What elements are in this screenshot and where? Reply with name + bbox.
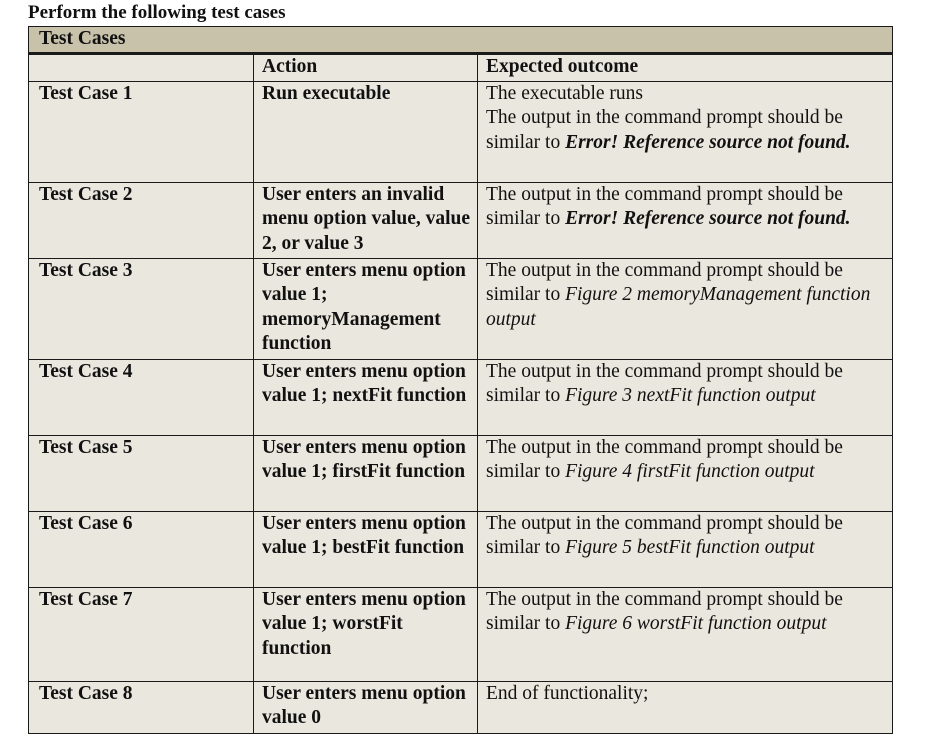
test-case-label: Test Case 7 — [29, 587, 254, 681]
test-case-expected-outcome — [478, 182, 893, 258]
table-header-row — [29, 53, 893, 81]
test-cases-table — [28, 26, 893, 734]
page-heading: Perform the following test cases — [28, 2, 286, 23]
test-case-label: Test Case 8 — [29, 681, 254, 733]
table-row — [29, 511, 893, 587]
test-case-expected-outcome — [478, 359, 893, 435]
outcome-lead-text: The output in the command prompt should be similar to — [486, 107, 843, 153]
table-title: Test Cases — [29, 27, 893, 54]
test-case-label: Test Case 1 — [29, 81, 254, 182]
header-empty-cell — [29, 53, 254, 81]
test-case-expected-outcome — [478, 681, 893, 733]
table-title-row — [29, 27, 893, 54]
test-case-action: User enters an invalid menu option value, value 2, or value 3 — [254, 182, 478, 258]
outcome-lead-text: The output in the command prompt should be similar to — [486, 259, 843, 305]
header-action: Action — [254, 53, 478, 81]
reference-error-text: Error! Reference source not found. — [565, 208, 851, 229]
header-expected-outcome: Expected outcome — [478, 53, 893, 81]
outcome-text — [486, 436, 886, 485]
test-case-action: Run executable — [254, 81, 478, 182]
test-case-expected-outcome — [478, 81, 893, 182]
test-case-action: User enters menu option value 1; memoryManagement function — [254, 258, 478, 359]
outcome-text — [486, 360, 886, 409]
figure-reference: Figure 4 firstFit function output — [565, 461, 815, 482]
test-case-action: User enters menu option value 1; bestFit function — [254, 511, 478, 587]
test-case-action: User enters menu option value 1; nextFit function — [254, 359, 478, 435]
test-case-label: Test Case 4 — [29, 359, 254, 435]
test-case-expected-outcome — [478, 435, 893, 511]
table-row — [29, 258, 893, 359]
test-case-expected-outcome — [478, 258, 893, 359]
outcome-text — [486, 588, 886, 637]
test-case-action: User enters menu option value 1; worstFit function — [254, 587, 478, 681]
test-case-expected-outcome — [478, 511, 893, 587]
table-row — [29, 435, 893, 511]
test-case-action: User enters menu option value 0 — [254, 681, 478, 733]
outcome-text — [486, 259, 886, 333]
figure-reference: Figure 3 nextFit function output — [565, 385, 816, 406]
test-case-expected-outcome — [478, 587, 893, 681]
figure-reference: Figure 2 memoryManagement function output — [486, 284, 871, 330]
outcome-text — [486, 106, 886, 155]
table-row — [29, 587, 893, 681]
test-case-label: Test Case 3 — [29, 258, 254, 359]
figure-reference: Figure 5 bestFit function output — [565, 537, 815, 558]
outcome-lead-text: End of functionality; — [486, 682, 649, 704]
outcome-text — [486, 512, 886, 561]
outcome-lead-text: The output in the command prompt should be similar to — [486, 360, 843, 406]
table-row — [29, 182, 893, 258]
outcome-first-line: The executable runs — [486, 82, 644, 104]
test-case-action: User enters menu option value 1; firstFit function — [254, 435, 478, 511]
outcome-lead-text: The output in the command prompt should be similar to — [486, 512, 843, 558]
outcome-text — [486, 183, 886, 232]
outcome-lead-text: The output in the command prompt should be similar to — [486, 588, 843, 634]
figure-reference: Figure 6 worstFit function output — [565, 613, 827, 634]
test-case-rows — [29, 81, 893, 733]
outcome-text — [486, 682, 886, 707]
test-case-label: Test Case 5 — [29, 435, 254, 511]
table-row — [29, 681, 893, 733]
table-row — [29, 81, 893, 182]
outcome-lead-text: The output in the command prompt should be similar to — [486, 183, 843, 229]
test-case-label: Test Case 2 — [29, 182, 254, 258]
outcome-lead-text: The output in the command prompt should be similar to — [486, 436, 843, 482]
table-row — [29, 359, 893, 435]
test-case-label: Test Case 6 — [29, 511, 254, 587]
reference-error-text: Error! Reference source not found. — [565, 131, 851, 153]
